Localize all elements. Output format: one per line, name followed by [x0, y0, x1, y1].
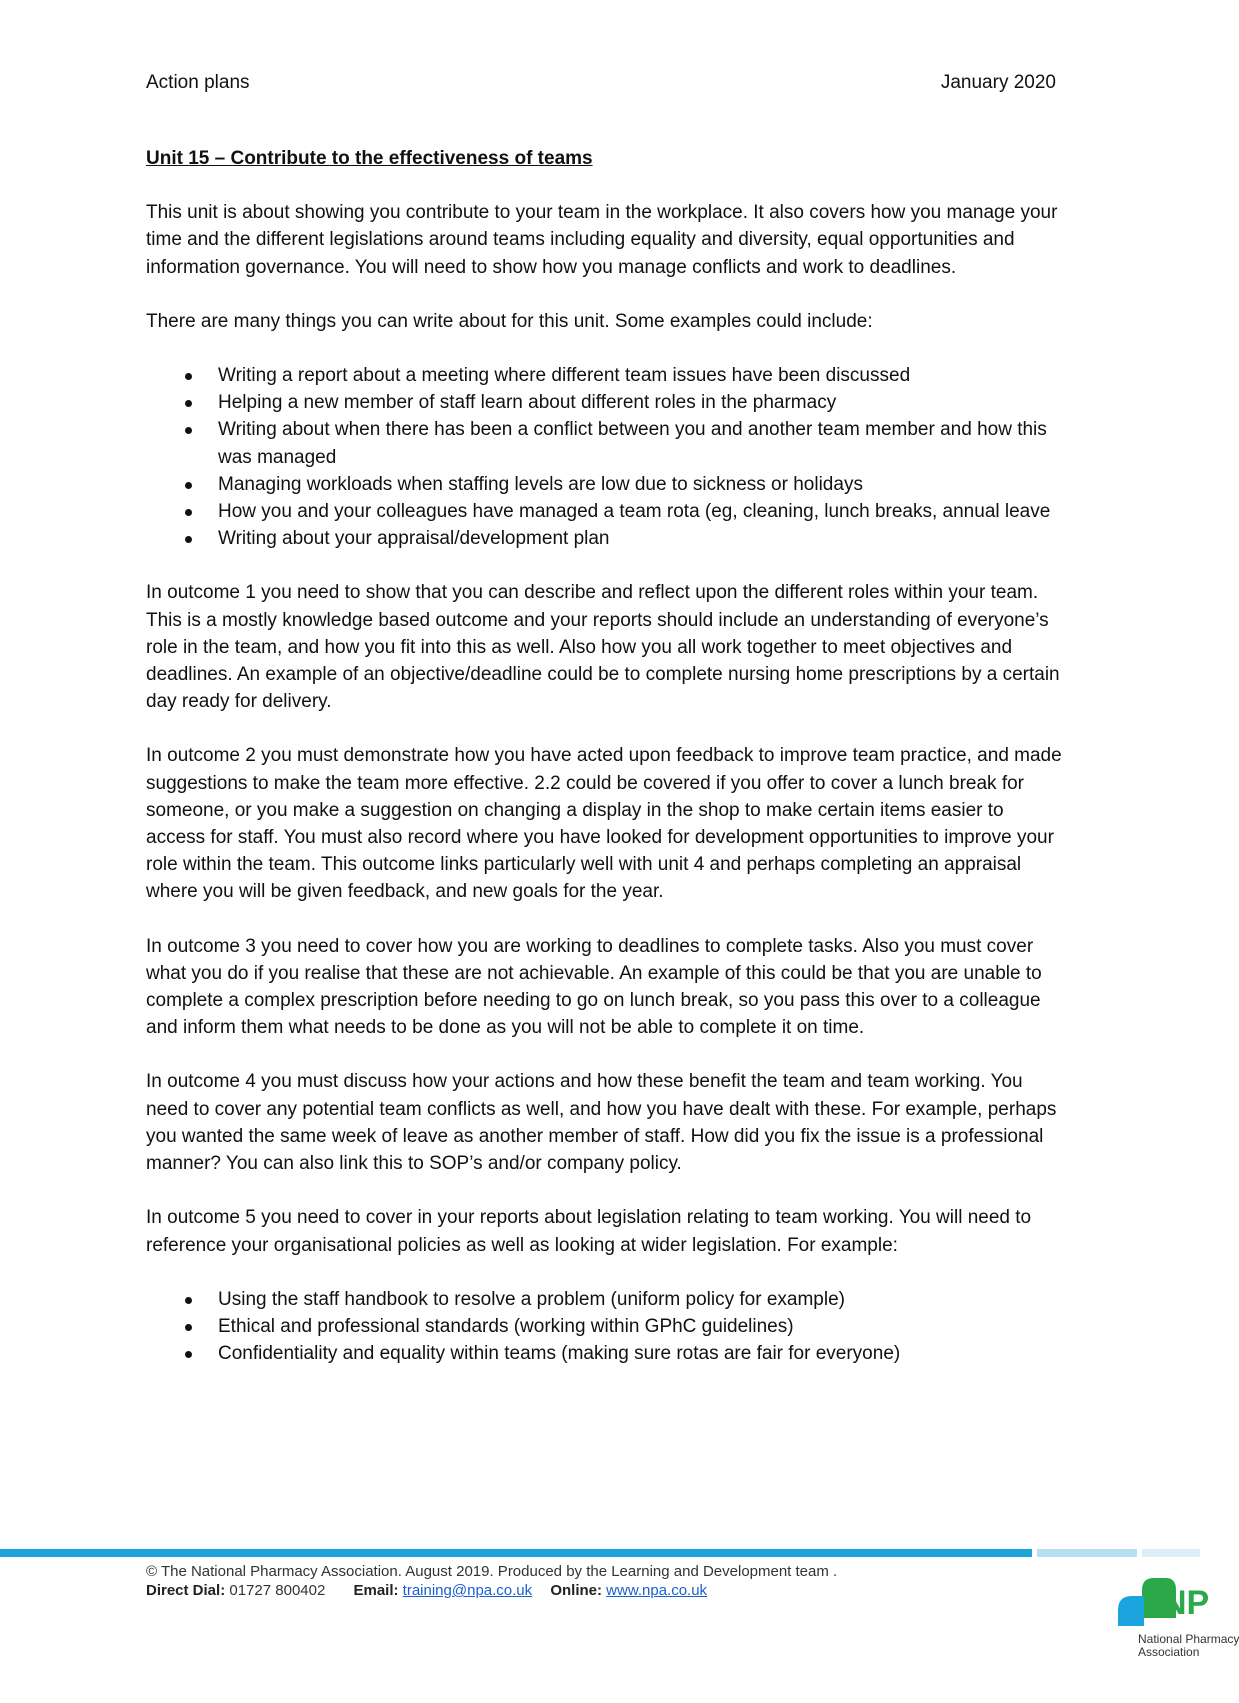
outcome-4-paragraph: In outcome 4 you must discuss how your actions and how these benefit the team and team working. You need to cover any potential team conflicts as well, and how you have dealt with these. For example, perhaps you wanted the same week of leave as another member of staff. How did you fix the issue is a professional manner? You can also link this to SOP’s and/or company policy.: [146, 1071, 1057, 1175]
unit-title: Unit 15 – Contribute to the effectiveness of teams: [146, 148, 593, 169]
bullet-icon: [185, 536, 192, 543]
outcome-1-paragraph: In outcome 1 you need to show that you can describe and reflect upon the different roles within your team. This is a mostly knowledge based outcome and your reports should include an understanding of everyone’s role in the team, and how you fit into this as well. Also how you all work together to meet objectives and deadlines. An example of an objective/deadline could be to complete nursing home prescriptions by a certain day ready for delivery.: [146, 582, 1060, 713]
footer-accent-bar: [0, 1549, 1032, 1557]
direct-dial-value: 01727 800402: [229, 1582, 326, 1599]
website-link[interactable]: www.npa.co.uk: [606, 1582, 708, 1599]
email-label: Email:: [353, 1582, 399, 1599]
bullet-icon: [185, 1324, 192, 1331]
list-item-text: Writing about when there has been a conflict between you and another team member and how this was managed: [218, 419, 1047, 468]
outcome-3-paragraph: In outcome 3 you need to cover how you are working to deadlines to complete tasks. Also you must cover what you do if you realise that these are not achievable. An example of this could be that you are unable to complete a complex prescription before needing to go on lunch break, so you pass this over to a colleague and inform them what needs to be done as you will not be able to complete it on time.: [146, 935, 1042, 1039]
list-item: [146, 362, 1066, 389]
list-item: [146, 389, 1066, 416]
page-footer: [146, 1562, 1046, 1600]
bullet-icon: [185, 509, 192, 516]
email-link[interactable]: training@npa.co.uk: [402, 1582, 533, 1599]
list-item: [146, 498, 1066, 525]
footer-contact-line: [146, 1581, 1046, 1600]
list-item-text: Managing workloads when staffing levels are low due to sickness or holidays: [218, 473, 863, 495]
logo-wordmark: [1138, 1633, 1239, 1659]
legislation-list: [146, 1286, 1066, 1368]
direct-dial-label: Direct Dial:: [146, 1582, 226, 1599]
list-item-text: Writing about your appraisal/development plan: [218, 528, 610, 550]
document-body: [146, 145, 1066, 1394]
bullet-icon: [185, 482, 192, 489]
footer-accent-bar-light: [1037, 1549, 1137, 1557]
page-header: [146, 72, 1056, 94]
header-date: January 2020: [940, 72, 1056, 93]
online-label: Online:: [550, 1582, 602, 1599]
intro-paragraph: This unit is about showing you contribute to your team in the workplace. It also covers how you manage your time and the different legislations around teams including equality and diversity, equal opportunities and information governance. You will need to show how you manage conflicts and work to deadlines.: [146, 202, 1058, 278]
list-item-text: Ethical and professional standards (working within GPhC guidelines): [218, 1315, 794, 1337]
logo-line-1: National Pharmacy: [1138, 1632, 1239, 1646]
list-item-text: Using the staff handbook to resolve a problem (uniform policy for example): [218, 1288, 845, 1310]
logo-line-2: Association: [1138, 1645, 1200, 1659]
list-item: [146, 1313, 1066, 1340]
examples-lead-paragraph: There are many things you can write about for this unit. Some examples could include:: [146, 310, 873, 332]
header-left-title: Action plans: [146, 72, 250, 93]
examples-list: [146, 362, 1066, 552]
list-item-text: How you and your colleagues have managed a team rota (eg, cleaning, lunch breaks, annual leave: [218, 501, 1051, 523]
list-item: [146, 1286, 1066, 1313]
bullet-icon: [185, 1297, 192, 1304]
bullet-icon: [185, 427, 192, 434]
footer-copyright: © The National Pharmacy Association. August 2019. Produced by the Learning and Development team .: [146, 1563, 838, 1580]
list-item: [146, 471, 1066, 498]
list-item-text: Helping a new member of staff learn about different roles in the pharmacy: [218, 392, 837, 414]
list-item: [146, 1340, 1066, 1367]
bullet-icon: [185, 373, 192, 380]
outcome-2-paragraph: In outcome 2 you must demonstrate how you have acted upon feedback to improve team practice, and made suggestions to make the team more effective. 2.2 could be covered if you offer to cover a lunch break for someone, or you make a suggestion on changing a display in the shop to make certain items easier to access for staff. You must also record where you have looked for development opportunities to improve your role within the team. This outcome links particularly well with unit 4 and perhaps completing an appraisal where you will be given feedback, and new goals for the year.: [146, 745, 1062, 903]
list-item: [146, 525, 1066, 552]
outcome-5-paragraph: In outcome 5 you need to cover in your reports about legislation relating to team working. You will need to reference your organisational policies as well as looking at wider legislation. For example:: [146, 1207, 1032, 1256]
list-item-text: Writing a report about a meeting where different team issues have been discussed: [218, 365, 911, 387]
list-item-text: Confidentiality and equality within teams (making sure rotas are fair for everyone): [218, 1343, 901, 1365]
bullet-icon: [185, 400, 192, 407]
list-item: [146, 416, 1066, 470]
logo-letters: NP: [1162, 1584, 1210, 1622]
footer-accent-bar-lighter: [1142, 1549, 1200, 1557]
bullet-icon: [185, 1351, 192, 1358]
